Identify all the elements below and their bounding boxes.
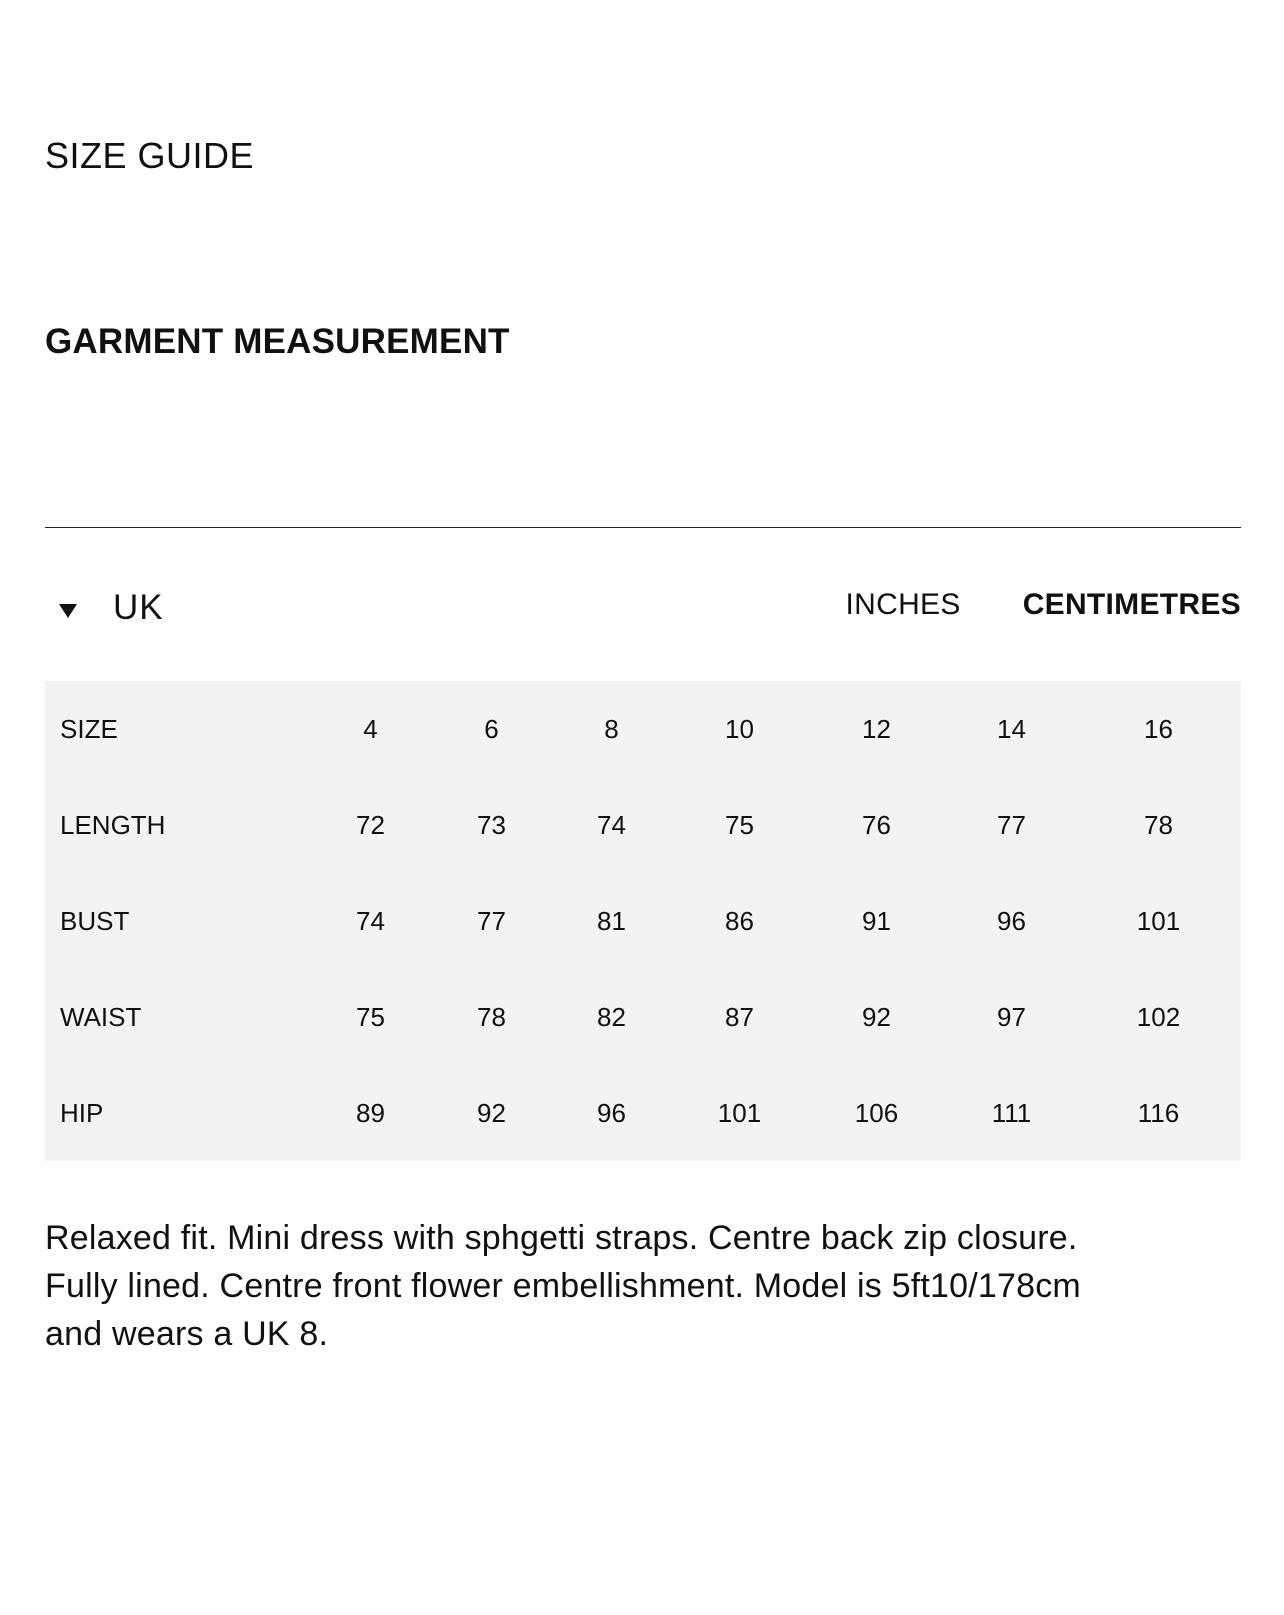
table-cell: 89 [356,1097,385,1128]
table-row [45,873,1241,969]
table-cell: 96 [597,1097,626,1128]
size-table-container [45,681,1241,1161]
table-cell: 14 [997,713,1026,744]
table-cell: 96 [997,905,1026,936]
table-cell: 78 [1144,809,1173,840]
table-cell: 87 [725,1001,754,1032]
table-row [45,681,1241,777]
table-cell: 82 [597,1001,626,1032]
row-label: WAIST [60,1001,142,1032]
table-cell: 76 [862,809,891,840]
table-cell: 78 [477,1001,506,1032]
table-cell: 92 [862,1001,891,1032]
table-cell: 12 [862,713,891,744]
table-cell: 72 [356,809,385,840]
table-cell: 74 [356,905,385,936]
table-row [45,1065,1241,1161]
table-cell: 91 [862,905,891,936]
table-cell: 4 [363,713,378,744]
table-cell: 97 [997,1001,1026,1032]
region-selector[interactable] [50,584,164,632]
table-row [45,777,1241,873]
row-label: BUST [60,905,130,936]
size-table [45,681,1241,1161]
unit-toggle [846,588,1241,622]
table-cell: 77 [997,809,1026,840]
row-label: HIP [60,1097,104,1128]
table-cell: 86 [725,905,754,936]
unit-inches-option[interactable]: INCHES [845,588,961,621]
table-cell: 74 [597,809,626,840]
table-cell: 16 [1144,713,1173,744]
table-cell: 116 [1137,1097,1180,1128]
table-cell: 10 [725,713,754,744]
table-cell: 6 [484,713,499,744]
table-cell: 101 [1136,905,1181,936]
unit-centimetres-option[interactable]: CENTIMETRES [1022,588,1241,621]
table-cell: 77 [477,905,506,936]
table-cell: 111 [991,1097,1032,1128]
table-row [45,969,1241,1065]
table-cell: 8 [604,713,619,744]
table-cell: 75 [725,809,754,840]
caret-down-icon [59,604,77,618]
section-title: GARMENT MEASUREMENT [45,322,510,361]
table-cell: 102 [1136,1001,1181,1032]
row-label: LENGTH [60,809,166,840]
table-cell: 81 [597,905,626,936]
table-cell: 92 [477,1097,506,1128]
table-cell: 75 [356,1001,385,1032]
table-cell: 106 [854,1097,899,1128]
table-cell: 101 [717,1097,762,1128]
table-cell: 73 [477,809,506,840]
region-label: UK [113,588,164,627]
page-title: SIZE GUIDE [45,135,255,176]
product-description: Relaxed fit. Mini dress with sphgetti straps. Centre back zip closure. Fully lined. Centre front flower embellishment. Model is 5ft10/178cm and wears a UK 8. [45,1219,1081,1353]
divider [45,527,1241,528]
row-label: SIZE [60,713,118,744]
